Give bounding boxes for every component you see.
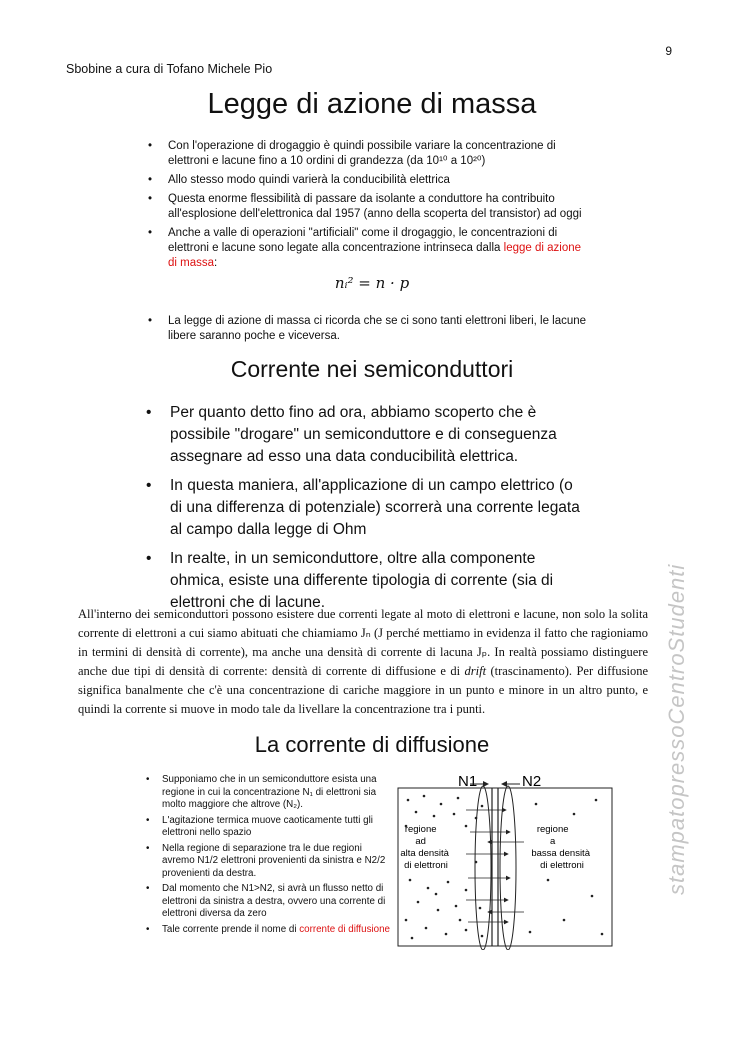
- highlight-term: legge di azione di massa: [168, 242, 582, 269]
- slide3-title: La corrente di diffusione: [254, 732, 490, 757]
- right-region-label: regione a bassa densità di elettroni: [531, 824, 590, 871]
- slide3-bullet: [146, 924, 396, 937]
- watermark-text: stampatopressoCentroStudenti: [664, 563, 689, 895]
- slide1-bullet: • La legge di azione di massa ci ricorda che se ci sono tanti elettroni liberi, le lacune libere saranno poche e viceversa.: [148, 314, 593, 344]
- slide1-bullets: [148, 139, 593, 275]
- slide3-bullets: [146, 774, 396, 939]
- paragraph-text-end: (trascinamento). Per diffusione significa banalmente che c'è una concentrazione di cariche maggiore in un punto e minore in un altro punto, e quindi la corrente si muove in modo tale da livellare la concentrazione tra i punti.: [78, 664, 648, 716]
- slide3-bullet: • Supponiamo che in un semiconduttore esista una regione in cui la concentrazione N₁ di elettroni sia molto maggiore che altrove (N₂).: [146, 774, 396, 812]
- slide3-bullet: • Nella regione di separazione tra le due regioni avremo N1/2 elettroni provenienti da sinistra e N2/2 provenienti da destra.: [146, 843, 396, 881]
- watermark: [640, 545, 689, 895]
- paragraph-text: All'interno dei semiconduttori possono esistere due correnti legate al moto di elettroni e lacune, non solo la solita corrente di elettroni a cui siamo abituati che chiamiamo Jₙ (J perché mettiamo in evidenza il fatto che ragioniamo in termini di densità di corrente), ma anche una densità di corrente di lacuna Jₚ. In realtà possiamo distinguere anche due tipi di densità di corrente: densità di corrente di diffusione e di: [78, 607, 648, 678]
- left-region-label: regione ad alta densità di elettroni: [400, 824, 449, 871]
- bullet-text: Tale corrente prende il nome di: [162, 923, 300, 935]
- slide1-bullet: • Questa enorme flessibilità di passare da isolante a conduttore ha contribuito all'esplosione dell'elettronica dal 1957 (anno della scoperta del transistor) ad oggi: [148, 192, 593, 222]
- slide2-bullet: • In realte, in un semiconduttore, oltre alla componente ohmica, esiste una differente tipologia di corrente (sia di elettroni che di lacune.: [144, 548, 584, 614]
- n2-label: N2: [522, 773, 542, 790]
- slide1-title: Legge di azione di massa: [207, 88, 537, 120]
- slide3-bullet: • Dal momento che N1>N2, si avrà un flusso netto di elettroni da sinistra a destra, ovvero una corrente di elettroni diversa da zero: [146, 883, 396, 921]
- bullet-punct: :: [214, 257, 218, 269]
- page-number: 9: [665, 44, 672, 58]
- bullet-text: Anche a valle di operazioni "artificiali" come il drogaggio, le concentrazioni di elettroni e lacune sono legate alla concentrazione intrinseca dalla: [168, 227, 558, 254]
- slide2-bullets: [144, 402, 584, 621]
- slide2-title: Corrente nei semiconduttori: [230, 356, 514, 382]
- body-paragraph: [78, 605, 648, 719]
- slide1-bullet: • Allo stesso modo quindi varierà la conducibilità elettrica: [148, 173, 593, 188]
- diffusion-diagram: [396, 770, 616, 950]
- n1-label: N1: [458, 773, 478, 790]
- mass-action-formula: nᵢ² = n · p: [334, 274, 410, 292]
- slide1-bullets-bottom: [148, 314, 593, 348]
- highlight-term: corrente di diffusione: [299, 923, 391, 935]
- slide1-bullet: • Con l'operazione di drogaggio è quindi possibile variare la concentrazione di elettroni e lacune fino a 10 ordini di grandezza (da 10¹⁰ a 10²⁰): [148, 139, 593, 169]
- page-header: Sbobine a cura di Tofano Michele Pio: [66, 62, 273, 76]
- slide3-bullet: • L'agitazione termica muove caoticamente tutti gli elettroni nello spazio: [146, 815, 396, 840]
- slide1-bullet: [148, 226, 593, 271]
- slide2-bullet: • Per quanto detto fino ad ora, abbiamo scoperto che è possibile "drogare" un semiconduttore e di conseguenza assegnare ad esso una data conducibilità elettrica.: [144, 402, 584, 468]
- paragraph-italic: drift: [464, 664, 487, 678]
- slide2-bullet: • In questa maniera, all'applicazione di un campo elettrico (o di una differenza di potenziale) scorrerà una corrente legata al campo dalla legge di Ohm: [144, 475, 584, 541]
